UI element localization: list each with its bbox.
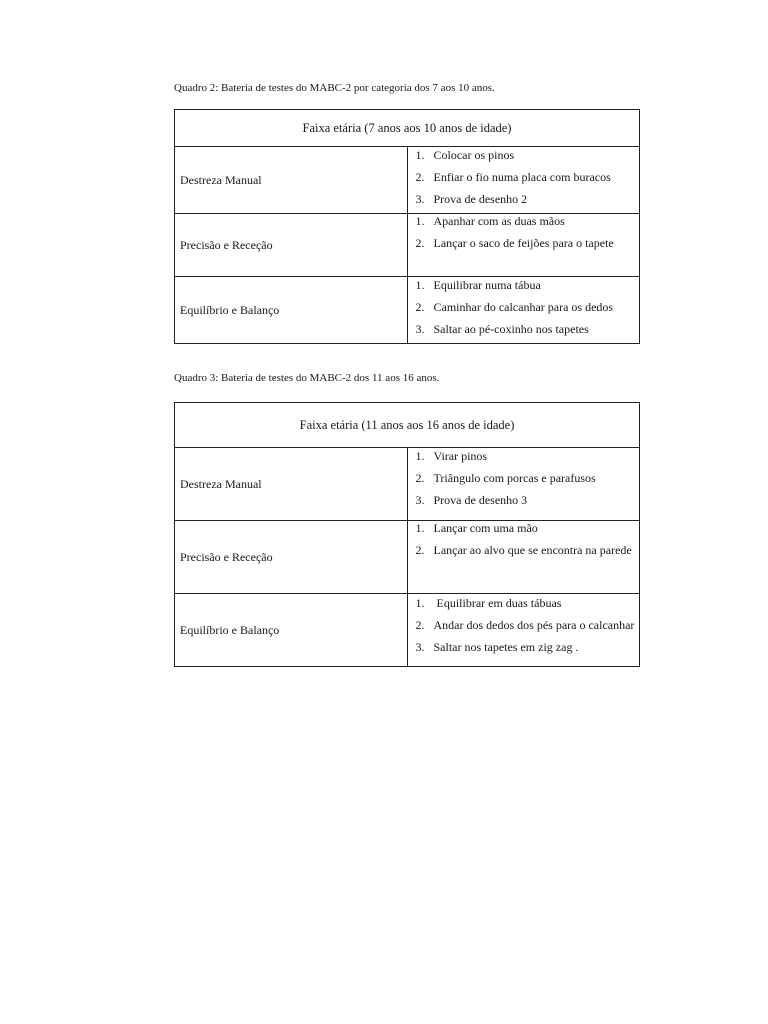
- item-number: 2.: [415, 471, 425, 485]
- item-number: 1.: [415, 278, 425, 292]
- table-row: [175, 594, 640, 667]
- item-number: 1.: [415, 214, 425, 228]
- category-cell: Precisão e Receção: [175, 214, 408, 277]
- item-number: 2.: [415, 300, 425, 314]
- item-text: Saltar nos tapetes em zig zag .: [433, 640, 579, 654]
- category-cell: Precisão e Receção: [175, 521, 408, 594]
- item-number: 2.: [415, 236, 425, 250]
- item-text: Lançar com uma mão: [433, 521, 538, 535]
- item-text: Prova de desenho 2: [433, 192, 528, 206]
- item-number: 1.: [415, 148, 425, 162]
- item-number: 3.: [415, 493, 425, 507]
- test-list: [416, 210, 640, 254]
- list-item: [416, 517, 640, 539]
- item-text: Andar dos dedos dos pés para o calcanhar: [433, 618, 635, 632]
- tests-cell: [407, 448, 640, 521]
- test-list: [416, 144, 640, 210]
- table-row: [175, 214, 640, 277]
- list-item: [416, 166, 640, 188]
- item-text: Equilibrar numa tábua: [433, 278, 541, 292]
- item-text: Lançar o saco de feijões para o tapete: [433, 236, 614, 250]
- list-item: [416, 296, 640, 318]
- category-cell: Equilíbrio e Balanço: [175, 594, 408, 667]
- tests-cell: [407, 594, 640, 667]
- list-item: [416, 489, 640, 511]
- quadro-3-caption: Quadro 3: Bateria de testes do MABC-2 dos 11 aos 16 anos.: [174, 372, 440, 384]
- item-text: Virar pinos: [433, 449, 488, 463]
- list-item: [416, 445, 640, 467]
- item-text: Colocar os pinos: [433, 148, 515, 162]
- tests-cell: [407, 214, 640, 277]
- category-cell: Destreza Manual: [175, 448, 408, 521]
- item-text: Lançar ao alvo que se encontra na parede: [433, 543, 632, 557]
- list-item: [416, 592, 640, 614]
- list-item: [416, 636, 640, 658]
- list-item: [416, 274, 640, 296]
- item-number: 3.: [415, 640, 425, 654]
- item-number: 1.: [415, 449, 425, 463]
- item-number: 2.: [415, 170, 425, 184]
- list-item: [416, 614, 640, 636]
- quadro-2-table: [174, 109, 640, 344]
- list-item: [416, 232, 640, 254]
- age-range-header: Faixa etária (11 anos aos 16 anos de idade): [175, 403, 640, 448]
- list-item: [416, 188, 640, 210]
- list-item: [416, 144, 640, 166]
- list-item: [416, 210, 640, 232]
- tests-cell: [407, 521, 640, 594]
- test-list: [416, 274, 640, 340]
- item-number: 3.: [415, 192, 425, 206]
- age-range-header: Faixa etária (7 anos aos 10 anos de idade): [175, 110, 640, 147]
- test-list: [416, 517, 640, 561]
- table-row: [175, 277, 640, 344]
- list-item: [416, 318, 640, 340]
- item-text: Prova de desenho 3: [433, 493, 528, 507]
- item-number: 1.: [415, 521, 425, 535]
- quadro-2-caption: Quadro 2: Bateria de testes do MABC-2 por categoria dos 7 aos 10 anos.: [174, 82, 495, 94]
- item-text: Caminhar do calcanhar para os dedos: [433, 300, 614, 314]
- item-text: Triângulo com porcas e parafusos: [433, 471, 596, 485]
- tests-cell: [407, 147, 640, 214]
- item-text: Apanhar com as duas mãos: [433, 214, 565, 228]
- table-row: [175, 147, 640, 214]
- item-number: 1.: [415, 596, 425, 610]
- item-text: Equilibrar em duas tábuas: [433, 596, 562, 610]
- list-item: [416, 467, 640, 489]
- test-list: [416, 445, 640, 511]
- table-row: [175, 521, 640, 594]
- test-list: [416, 592, 640, 658]
- item-number: 2.: [415, 618, 425, 632]
- item-text: Enfiar o fio numa placa com buracos: [433, 170, 611, 184]
- tests-cell: [407, 277, 640, 344]
- item-number: 2.: [415, 543, 425, 557]
- table-header-row: [175, 403, 640, 448]
- item-number: 3.: [415, 322, 425, 336]
- list-item: [416, 539, 640, 561]
- category-cell: Equilíbrio e Balanço: [175, 277, 408, 344]
- category-cell: Destreza Manual: [175, 147, 408, 214]
- table-header-row: [175, 110, 640, 147]
- quadro-3-table: [174, 402, 640, 667]
- item-text: Saltar ao pé-coxinho nos tapetes: [433, 322, 589, 336]
- table-row: [175, 448, 640, 521]
